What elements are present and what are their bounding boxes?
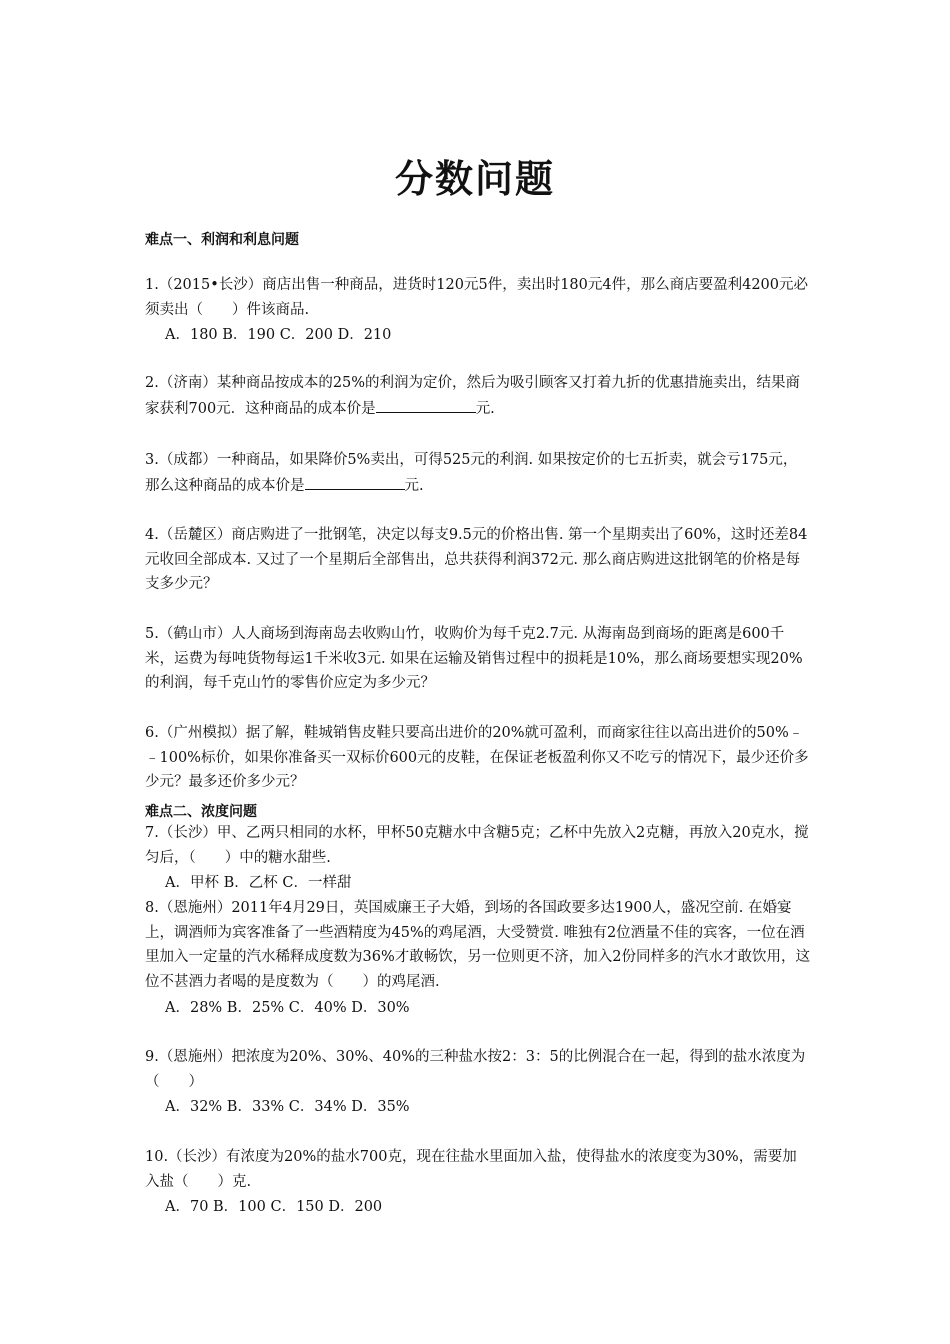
question-2-text: 2.（济南）某种商品按成本的25%的利润为定价，然后为吸引顾客又打着九折的优惠措施卖出，结果商家获利700元．这种商品的成本价是 [145, 375, 801, 417]
page-title: 分数问题 [394, 157, 555, 201]
question-5: 5.（鹤山市）人人商场到海南岛去收购山竹，收购价为每千克2.7元. 从海南岛到商场的距离是600千米，运费为每吨货物每运1千米收3元. 如果在运输及销售过程中的损耗是10%，那么商场要想实现20%的利润，每千克山竹的零售价应定为多少元？ [145, 626, 803, 691]
question-2-unit: 元. [475, 400, 495, 417]
question-9-options: A．32% B．33% C．34% D．35% [165, 1099, 410, 1115]
question-9: 9.（恩施州）把浓度为20%、30%、40%的三种盐水按2：3：5的比例混合在一起，得到的盐水浓度为（ ） [145, 1049, 806, 1090]
section-heading-1: 难点一、利润和利息问题 [145, 232, 299, 248]
section-heading-2: 难点二、浓度问题 [145, 804, 257, 820]
question-8-options: A．28% B．25% C．40% D．30% [165, 1000, 410, 1016]
question-1: 1.（2015•长沙）商店出售一种商品，进货时120元5件，卖出时180元4件，那么商店要盈利4200元必须卖出（ ）件该商品. [145, 277, 808, 318]
question-10: 10.（长沙）有浓度为20%的盐水700克，现在往盐水里面加入盐，使得盐水的浓度变为30%，需要加入盐（ ）克. [145, 1149, 797, 1190]
question-8: 8.（恩施州）2011年4月29日，英国威廉王子大婚，到场的各国政要多达1900人，盛况空前. 在婚宴上，调酒师为宾客准备了一些酒精度为45%的鸡尾酒，大受赞赏. 唯独有2位酒量不佳的宾客，一位在酒里加入一定量的汽水稀释成度数为36%才敢畅饮，另一位则更不济，加入2份同样多的汽水才敢饮用，这位不甚酒力者喝的是度数为（ ）的鸡尾酒. [145, 900, 810, 990]
answer-blank [376, 396, 476, 413]
question-7-options: A．甲杯 B．乙杯 C．一样甜 [165, 875, 352, 891]
question-10-options: A．70 B．100 C．150 D．200 [165, 1199, 383, 1215]
question-3-text: 3.（成都）一种商品，如果降价5%卖出，可得525元的利润. 如果按定价的七五折卖，就会亏175元，那么这种商品的成本价是 [145, 452, 798, 494]
question-4: 4.（岳麓区）商店购进了一批钢笔，决定以每支9.5元的价格出售. 第一个星期卖出了60%，这时还差84元收回全部成本. 又过了一个星期后全部售出，总共获得利润372元. 那么商店购进这批钢笔的价格是每支多少元？ [145, 527, 808, 592]
answer-blank [305, 473, 405, 490]
question-3 [145, 448, 810, 498]
question-3-unit: 元. [404, 477, 424, 494]
question-2 [145, 371, 810, 421]
question-1-options: A．180 B．190 C．200 D．210 [165, 327, 392, 343]
question-7: 7.（长沙）甲、乙两只相同的水杯，甲杯50克糖水中含糖5克；乙杯中先放入2克糖，再放入20克水，搅匀后，（ ）中的糖水甜些. [145, 825, 809, 866]
question-6: 6.（广州模拟）据了解，鞋城销售皮鞋只要高出进价的20%就可盈利，而商家往往以高出进价的50%﹣﹣100%标价，如果你准备买一双标价600元的皮鞋，在保证老板盈利你又不吃亏的情况下，最少还价多少元？最多还价多少元？ [145, 725, 809, 790]
